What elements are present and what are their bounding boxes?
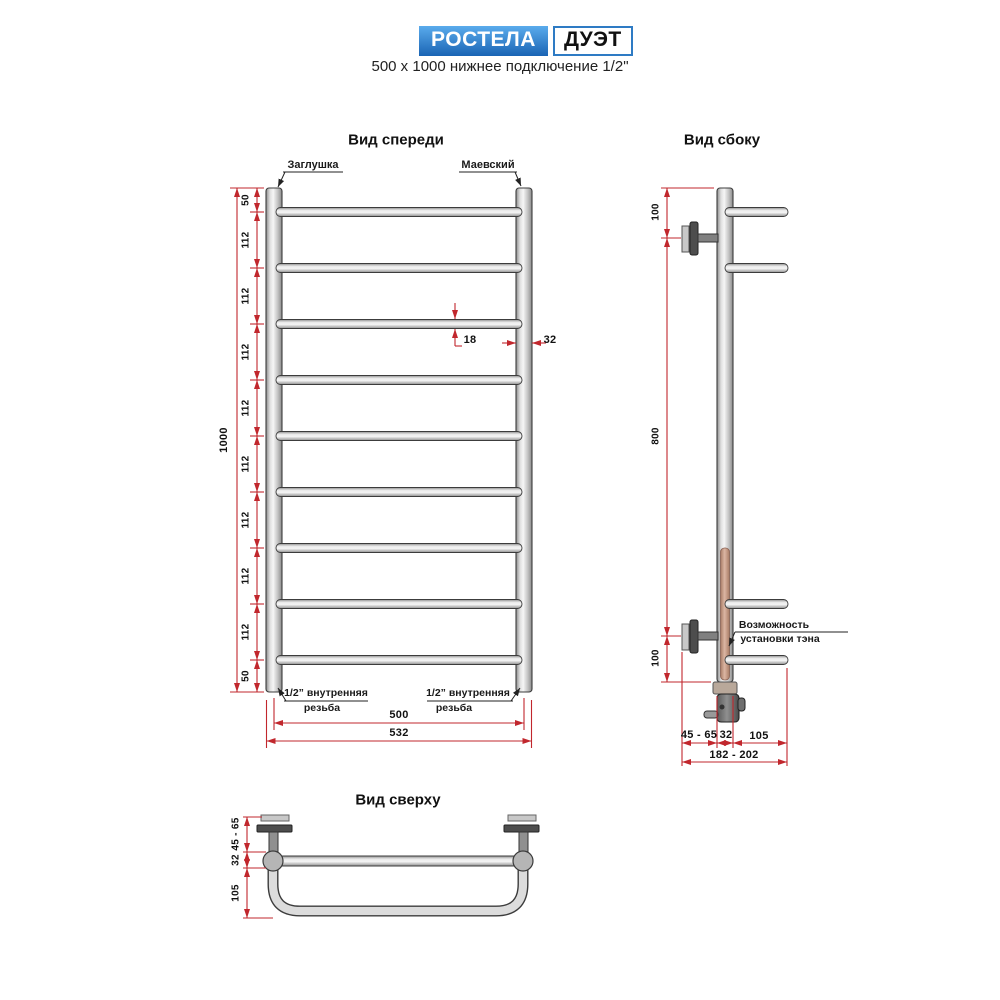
top-tube-dim: 32 bbox=[230, 854, 242, 866]
top-wall-dim: 45 - 65 bbox=[230, 817, 242, 851]
top-depth-dim: 105 bbox=[230, 884, 242, 902]
wall-bracket-top bbox=[682, 222, 718, 255]
heating-note-line2: установки тэна bbox=[740, 633, 820, 645]
total-height-dim: 1000 bbox=[218, 427, 230, 453]
heating-note-line1: Возможность bbox=[738, 619, 810, 631]
segment-dim: 112 bbox=[240, 343, 252, 361]
segment-dim: 112 bbox=[240, 455, 252, 473]
segment-dim: 112 bbox=[240, 287, 252, 305]
front-view-rungs bbox=[276, 208, 522, 665]
side-view-title: Вид сбоку bbox=[683, 131, 761, 149]
segment-dim: 112 bbox=[240, 567, 252, 585]
wall-offset-bottom-dim: 100 bbox=[650, 649, 662, 667]
top-view-title: Вид сверху bbox=[355, 791, 441, 809]
segment-dim: 112 bbox=[240, 231, 252, 249]
top-view-bracket-right bbox=[504, 815, 539, 853]
wall-offset-top-dim: 100 bbox=[650, 203, 662, 221]
thread-right-label-line2: резьба bbox=[435, 702, 473, 714]
cap-label: Заглушка bbox=[287, 159, 339, 171]
wall-bracket-bottom bbox=[682, 620, 718, 653]
side-overall-dim: 182 - 202 bbox=[709, 749, 759, 761]
side-view-rungs bbox=[725, 208, 788, 665]
bracket-span-dim: 800 bbox=[650, 427, 662, 445]
product-subtitle: 500 x 1000 нижнее подключение 1/2" bbox=[371, 58, 629, 75]
width-centers-dim: 500 bbox=[389, 709, 409, 721]
side-wall-dim: 45 - 65 bbox=[680, 729, 718, 741]
thread-left-label-line1: 1/2” внутренняя bbox=[284, 687, 368, 699]
width-overall-dim: 532 bbox=[389, 727, 409, 739]
tube-diameter-dim: 32 bbox=[543, 334, 557, 346]
heating-unit bbox=[704, 682, 745, 722]
thread-right-label-line1: 1/2” внутренняя bbox=[426, 687, 510, 699]
segment-dim: 50 bbox=[240, 670, 252, 682]
side-tube-dim: 32 bbox=[719, 729, 733, 741]
front-view-title: Вид спереди bbox=[348, 131, 444, 149]
front-view-drawing bbox=[266, 188, 532, 692]
segment-dim: 50 bbox=[240, 194, 252, 206]
rung-diameter-dim: 18 bbox=[463, 334, 477, 346]
mayevsky-valve-label: Маевский bbox=[461, 159, 515, 171]
side-depth-dim: 105 bbox=[749, 730, 769, 742]
top-view-bracket-left bbox=[257, 815, 292, 853]
segment-dim: 112 bbox=[240, 623, 252, 641]
top-view-drawing bbox=[257, 815, 539, 911]
logo bbox=[419, 26, 633, 56]
brand-logo: РОСТЕЛА bbox=[419, 26, 548, 56]
model-logo: ДУЭТ bbox=[553, 26, 633, 56]
thread-left-label-line2: резьба bbox=[303, 702, 341, 714]
segment-dim: 112 bbox=[240, 511, 252, 529]
segment-dim: 112 bbox=[240, 399, 252, 417]
